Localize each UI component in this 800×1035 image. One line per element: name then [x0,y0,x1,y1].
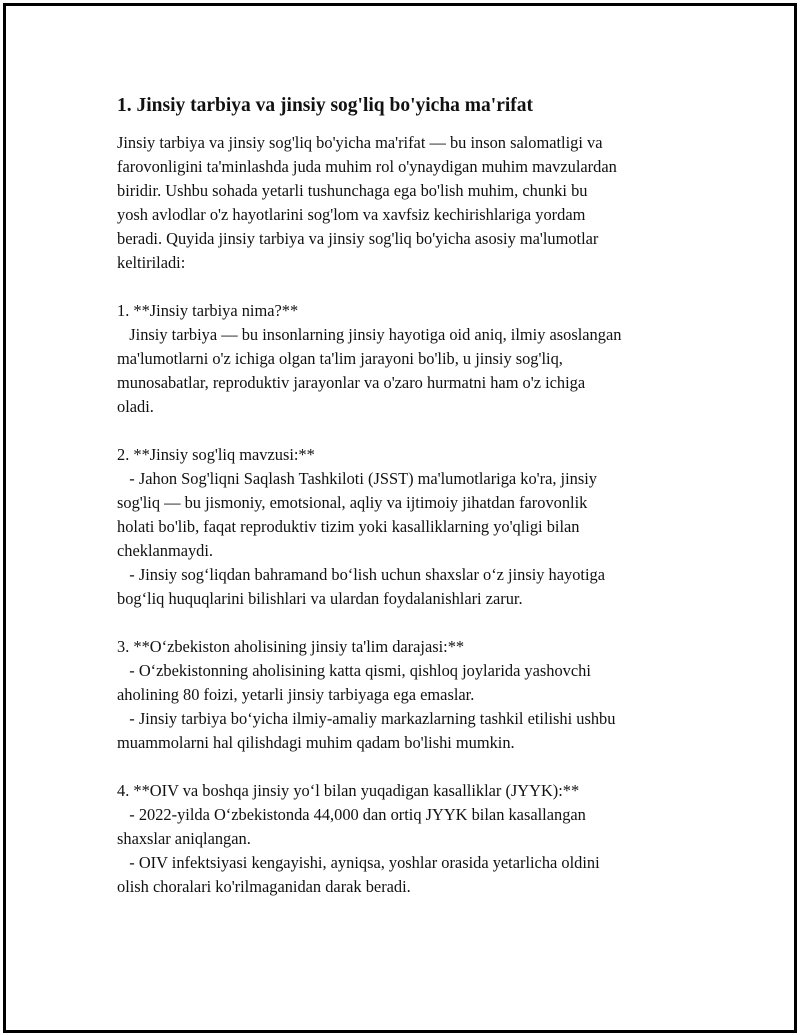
section-heading: 1. **Jinsiy tarbiya nima?** [117,301,299,320]
text-line: keltiriladi: [117,253,186,272]
text-line: farovonligini ta'minlashda juda muhim rol o'ynaydigan muhim mavzulardan [117,157,617,176]
section-3-paragraph [117,635,697,755]
text-line: - Jahon Sog'liqni Saqlash Tashkiloti (JSST) ma'lumotlariga ko'ra, jinsiy [117,469,597,488]
text-line: olish choralari ko'rilmaganidan darak beradi. [117,877,411,896]
section-1-paragraph [117,299,697,419]
section-4-paragraph [117,779,697,899]
text-line: - OIV infektsiyasi kengayishi, ayniqsa, yoshlar orasida yetarlicha oldini [117,853,600,872]
document-title: 1. Jinsiy tarbiya va jinsiy sog'liq bo'yicha ma'rifat [117,95,534,116]
section-2-paragraph [117,443,697,611]
text-line: cheklanmaydi. [117,541,214,560]
document-body [117,94,697,923]
text-line: Jinsiy tarbiya — bu insonlarning jinsiy hayotiga oid aniq, ilmiy asoslangan [117,325,622,344]
text-line: - 2022-yilda Oʻzbekistonda 44,000 dan ortiq JYYK bilan kasallangan [117,805,586,824]
text-line: yosh avlodlar o'z hayotlarini sog'lom va xavfsiz kechirishlariga yordam [117,205,586,224]
text-line: muammolarni hal qilishdagi muhim qadam bo'lishi mumkin. [117,733,515,752]
text-line: - Jinsiy tarbiya boʻyicha ilmiy-amaliy markazlarning tashkil etilishi ushbu [117,709,616,728]
text-line: oladi. [117,397,154,416]
text-line: bogʻliq huquqlarini bilishlari va ulardan foydalanishlari zarur. [117,589,523,608]
text-line: Jinsiy tarbiya va jinsiy sog'liq bo'yicha ma'rifat — bu inson salomatligi va [117,133,603,152]
section-heading: 3. **Oʻzbekiston aholisining jinsiy ta'lim darajasi:** [117,637,465,656]
text-line: ma'lumotlarni o'z ichiga olgan ta'lim jarayoni bo'lib, u jinsiy sog'liq, [117,349,563,368]
text-line: holati bo'lib, faqat reproduktiv tizim yoki kasalliklarning yo'qligi bilan [117,517,580,536]
text-line: sog'liq — bu jismoniy, emotsional, aqliy va ijtimoiy jihatdan farovonlik [117,493,588,512]
text-line: shaxslar aniqlangan. [117,829,251,848]
text-line: biridir. Ushbu sohada yetarli tushunchaga ega bo'lish muhim, chunki bu [117,181,588,200]
intro-paragraph [117,131,697,275]
text-line: aholining 80 foizi, yetarli jinsiy tarbiyaga ega emaslar. [117,685,475,704]
section-heading: 4. **OIV va boshqa jinsiy yoʻl bilan yuqadigan kasalliklar (JYYK):** [117,781,580,800]
text-line: beradi. Quyida jinsiy tarbiya va jinsiy sog'liq bo'yicha asosiy ma'lumotlar [117,229,599,248]
text-line: - Oʻzbekistonning aholisining katta qismi, qishloq joylarida yashovchi [117,661,591,680]
section-heading: 2. **Jinsiy sog'liq mavzusi:** [117,445,315,464]
text-line: - Jinsiy sogʻliqdan bahramand boʻlish uchun shaxslar oʻz jinsiy hayotiga [117,565,605,584]
text-line: munosabatlar, reproduktiv jarayonlar va o'zaro hurmatni ham o'z ichiga [117,373,586,392]
